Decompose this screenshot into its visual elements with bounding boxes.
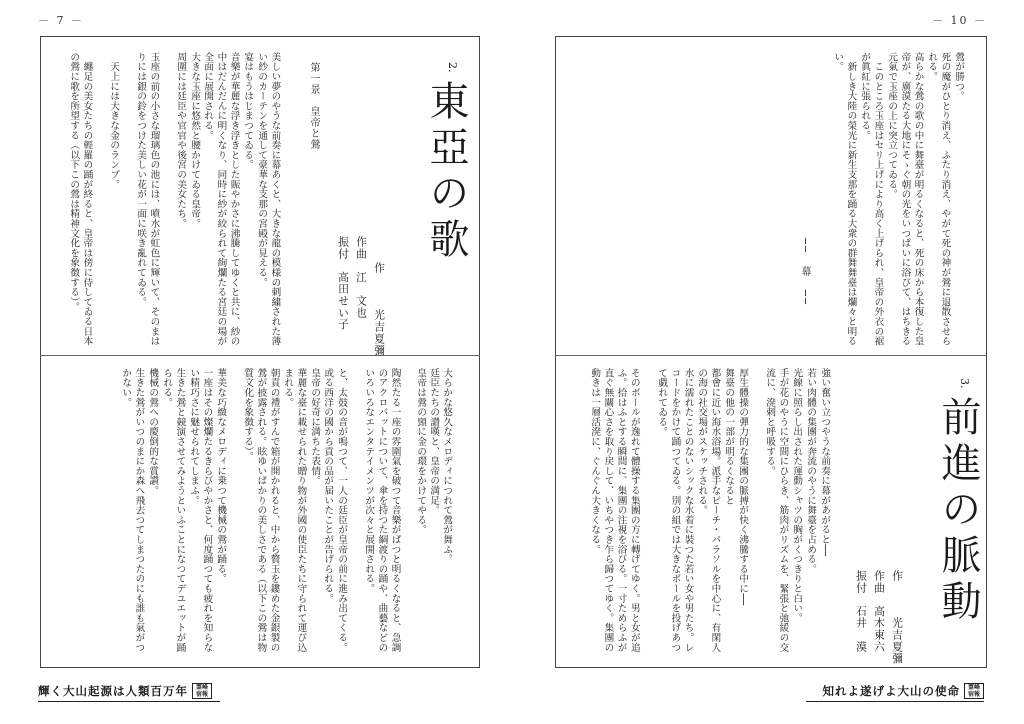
paragraph: 鶯が勝つ。 — [953, 52, 965, 101]
paragraph: 周圍には廷臣や官官や後宮の美女たち。 — [175, 52, 187, 229]
paragraph: 生きた鶯がいつのまにか森へ飛去つてしまつたのにも誰も氣がつかない。 — [120, 368, 145, 653]
credit-composer: 作曲 高木東六 — [873, 570, 886, 653]
footer-logo: 霊峰 宿報 — [192, 683, 212, 699]
credit-choreographer: 振付 高田せい子 — [337, 236, 350, 331]
paragraph: 天上には大きな金のランプ。 — [108, 52, 120, 190]
paragraph: 大きな玉座に悠然と腰かけてゐる皇帝。 — [189, 52, 201, 229]
paragraph: 陶然たる一座の雰圍氣を破つて音樂がぱつと明るくなると、急調のアクロバットについて、傘を持つた綱渡りの踊や、曲藝などのいろいろなエンタテイメンツが次々と展開される。 — [363, 368, 401, 653]
paragraph: 舞臺の他の一部が明るくなると — [723, 368, 735, 506]
page-number-right: － 10 － — [932, 14, 987, 27]
paragraph: 或る西洋の國から貢の品が届いたことが告げられる。 — [322, 368, 334, 604]
paragraph: 皇帝の好奇に満ちた表情。 — [309, 368, 321, 486]
credit-choreographer: 振付 石井 漠 — [855, 570, 868, 653]
paragraph: 生きた鶯と競演させてみようといふことになつてデユエットが踊られる。 — [161, 368, 186, 653]
credit-composer: 作曲 江 文也 — [355, 236, 368, 319]
credit-author: 作 光吉夏彌 — [891, 570, 904, 665]
paragraph: そのボールが逸れて體操する集團の方に轉げてゆく。男と女が追ふ。拾はふとする瞬間に、集團の注視を浴びる。一寸ためらふが直ぐ無關心さを取り戻して、いちやつき乍ら歸つてゆく。集團の動きは一層活溌に、ぐんぐん大きくなる。 — [589, 368, 640, 653]
curtain-mark: ── 幕 ── — [799, 238, 810, 307]
paragraph: 華美な巧緻なメロディに乗つて機械の鶯が踊る。 — [215, 368, 227, 584]
paragraph: 纏足の美女たちの輕羅の踊が終ると、皇帝は傍に侍してゐる日本の鶯に歌を所望する（以下この鶯は精神文化を象徴する）。 — [68, 52, 93, 346]
paragraph: 皇帝は鶯の頸に金の環をかけてやる。 — [415, 368, 427, 535]
paragraph: 厚生體操の彈力的な集團の脈搏が快く沸騰する中に── — [737, 368, 749, 606]
paragraph: 手が花のやうに空間にひらき、筋肉がリズムを、緊張と弛緩の交流に、溌剌と呼吸する。 — [764, 368, 789, 653]
page-number-left: － 7 － — [38, 14, 84, 27]
paragraph: 朝貢の禮がすんで箱が開かれると、中から贅玉を鏤めた金銀製の鶯が披露される。眩ゆいばかりの美しさである（以下この鶯は物質文化を象徴する）。 — [242, 368, 280, 653]
song-number: 3. — [958, 378, 971, 389]
paragraph: 都會に近い海水浴場。派手なビーチ・パラソルを中心に、有閑人の海の社交場がスケッチされる。 — [696, 368, 721, 653]
paragraph: 廷臣たちの讃嘆と、皇帝の満足。 — [428, 368, 440, 515]
song-title: 東亞の歌 — [423, 80, 469, 264]
footer-slogan: 輝く大山起源は人類百万年 — [38, 684, 188, 698]
paragraph: 美しい夢のやうな前奏に幕あくと、大きな龍の模様の刺繍された薄い紗のカーテンを通して豪華な支那の宮殿が見える。 — [256, 52, 281, 346]
right-divider — [555, 355, 987, 356]
paragraph: 新しき大陸の榮光に新生支那を踊る大衆の群舞舞臺は爛々と明るい。 — [832, 52, 857, 346]
footer-slogan: 知れよ遂げよ大山の使命 — [822, 684, 960, 698]
song-title: 前進の脈動 — [935, 396, 981, 626]
paragraph: 高らかな鶯の歌の中に舞臺が明るくなると、死の床から本復した皇帝が、廣漠たる大地にそゝぐ朝の光をいつぱいに浴びて、はちきる元氣で玉座の上に突立つてゐる。 — [886, 52, 924, 346]
paragraph: 光線に照らし出された運動シャツの胸がくつきりと白い。 — [791, 368, 803, 623]
paragraph: 大らかな悠久なメロディにつれて鶯が舞ふ。 — [441, 368, 453, 564]
paragraph: 宴はもうはじまつてゐる。 — [242, 52, 254, 170]
paragraph: 機械の鶯への慶倒的な賞讃。 — [147, 368, 159, 496]
footer-logo: 霊峰 宿報 — [964, 683, 984, 699]
paragraph: 強い奮い立つやうな前奏に幕があがると── — [819, 368, 831, 557]
song-number: 2. — [446, 62, 459, 73]
paragraph: 玉座の前の小さな瑠璃色の池には、噴水が虹色に輝いて、そのまはりには銀の鈴をつけた美しい花が一面に咲き亂れてゐる。 — [135, 52, 160, 346]
footer-left — [38, 682, 220, 702]
paragraph: 一座はその燦爛たるきらびやかさと、何度踊つても疲れを知らない精巧さに魅せられてしまふ。 — [188, 368, 213, 653]
paragraph: と、太鼓の音が鳴つて、一人の廷臣が皇帝の前に進み出てくる。 — [336, 368, 348, 653]
paragraph: 水に濡れたことのないシックな水着に裝つた若い女や男たち。レコードをかけて踊つてゐる。別の組では大きなボールを投げあつて戯れてゐる。 — [656, 368, 694, 653]
left-divider — [40, 355, 480, 356]
paragraph: 死の魔がひとり消え、ふたり消え、やがて死の神が鶯に退散させられる。 — [926, 52, 951, 346]
footer-right — [806, 682, 984, 702]
paragraph: 音樂が華麗な浮き浮きとした賑やかさに沸騰してゆくと共に、紗の中はだんだんに明くなり、同時に紗が絞られて絢爛たる宮廷の場が全面に展開される。 — [202, 52, 240, 346]
paragraph: 若い肉體の集團が奔流のやうに舞臺を占める。 — [805, 368, 817, 574]
paragraph: このところ玉座はセリ上げにより高く上げられ、皇帝の外衣の裾が眞紅に張られる。 — [859, 52, 884, 346]
credit-author: 作 光吉夏彌 — [373, 262, 386, 357]
scene-heading: 第一景 皇帝と鶯 — [308, 62, 319, 150]
paragraph: 華麗な臺に載せられた贈り物が外國の使臣たちに守られて運び込まれる。 — [282, 368, 307, 653]
